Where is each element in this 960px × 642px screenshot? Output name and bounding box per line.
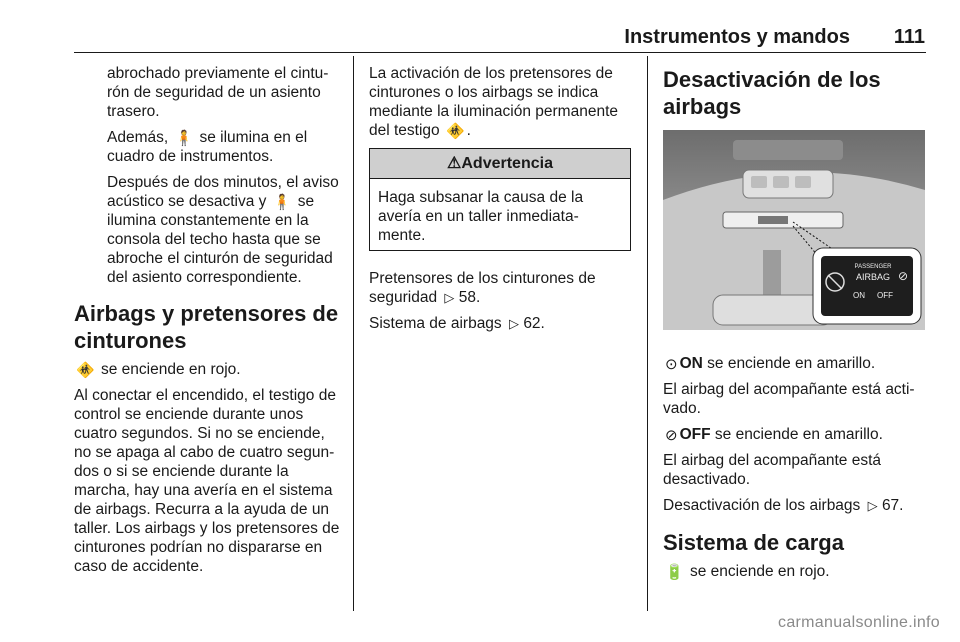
- paragraph: [369, 314, 631, 333]
- paragraph: [663, 562, 928, 581]
- seatbelt-icon: 🧍: [272, 194, 292, 211]
- page-number: 111: [893, 26, 925, 48]
- paragraph: [369, 269, 631, 307]
- airbag-off-icon: ⊘: [897, 269, 909, 283]
- warning-box: [369, 148, 631, 251]
- battery-icon: 🔋: [665, 564, 684, 581]
- panel-off: OFF: [877, 291, 893, 300]
- page-reference: 62.: [523, 315, 545, 332]
- reference-arrow-icon: ▷: [444, 290, 455, 305]
- airbag-on-icon: ⊙: [665, 356, 678, 373]
- section-heading: Airbags y pretensores de cinturones: [74, 301, 339, 353]
- paragraph: [74, 128, 346, 166]
- column-2: [369, 64, 631, 340]
- warning-body: Haga subsanar la causa de la avería en un taller inmediata-mente.: [378, 189, 584, 244]
- text: se ilumina constantemente en la consola del techo hasta que se abroche el cinturón de seguridad del asiento correspondiente.: [107, 193, 333, 286]
- warning-title: Advertencia: [461, 155, 553, 172]
- text: La activación de los pretensores de cinturones o los airbags se indica mediante la iluminación permanente del testigo: [369, 65, 619, 139]
- paragraph: abrochado previamente el cintu-rón de seguridad de un asiento trasero.: [107, 65, 329, 120]
- text: se enciende en rojo.: [101, 361, 241, 378]
- label-on: ON: [679, 355, 703, 372]
- airbag-off-icon: ⊘: [665, 427, 678, 444]
- reference-arrow-icon: ▷: [509, 316, 519, 331]
- column-divider-1: [353, 56, 354, 611]
- paragraph: El airbag del acompañante está desactivado.: [663, 452, 882, 488]
- text: Desactivación de los airbags: [663, 497, 861, 514]
- text: se enciende en rojo.: [690, 563, 830, 580]
- text: se enciende en amarillo.: [707, 355, 876, 372]
- paragraph: [663, 354, 928, 373]
- paragraph: [369, 64, 631, 140]
- airbag-icon: 🚸: [445, 123, 465, 140]
- text: .: [466, 122, 471, 139]
- text: Sistema de airbags: [369, 315, 502, 332]
- airbag-panel-figure: [663, 130, 925, 330]
- label-off: OFF: [679, 426, 711, 443]
- reference-arrow-icon: ▷: [867, 498, 878, 513]
- column-divider-2: [647, 56, 648, 611]
- panel-line1: PASSENGER: [854, 264, 892, 270]
- page-header-title: Instrumentos y mandos: [624, 26, 850, 48]
- page-reference: 58.: [458, 289, 481, 306]
- page-reference: 67.: [881, 497, 904, 514]
- text: se enciende en amarillo.: [714, 426, 883, 443]
- text: se ilumina en el cuadro de instrumentos.: [107, 129, 308, 165]
- seatbelt-icon: 🧍: [174, 130, 194, 147]
- text: Además,: [107, 129, 169, 146]
- column-1: [74, 64, 346, 583]
- warning-triangle-icon: ⚠: [447, 155, 462, 172]
- header-rule: [74, 52, 926, 53]
- paragraph: [74, 360, 346, 379]
- column-3: [663, 64, 928, 588]
- paragraph: El airbag del acompañante está acti-vado.: [663, 381, 915, 417]
- headliner-illustration: [663, 130, 925, 330]
- paragraph: Al conectar el encendido, el testigo de control se enciende durante unos cuatro segundos. Si no se enciende, no se apaga al cabo de cuatro segun-dos o si se enciende durante la marcha, hay una avería en el sistema de airbags. Recurra a la ayuda de un taller. Los airbags y los pretensores de cinturones podrían no dispararse en caso de accidente.: [74, 387, 340, 575]
- text: Pretensores de los cinturones de seguridad: [369, 270, 596, 306]
- text: Después de dos minutos, el aviso acústico se desactiva y: [107, 174, 339, 210]
- airbag-icon: 🚸: [76, 362, 95, 379]
- paragraph: [74, 173, 346, 287]
- section-heading: Sistema de carga: [663, 530, 844, 555]
- section-heading: Desactivación de los airbags: [663, 67, 881, 119]
- paragraph: [663, 425, 928, 444]
- panel-line2: AIRBAG: [855, 272, 891, 282]
- watermark: carmanualsonline.info: [778, 614, 940, 631]
- panel-on: ON: [853, 291, 865, 300]
- paragraph: [663, 496, 928, 515]
- warning-header: [370, 149, 630, 179]
